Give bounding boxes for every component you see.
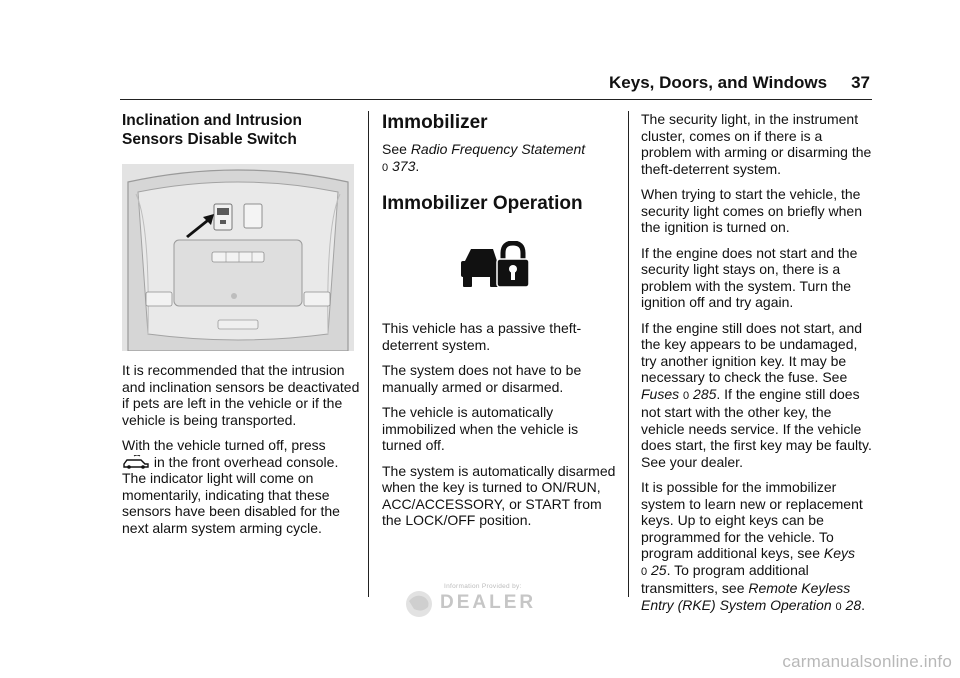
try-another-key-paragraph: If the engine still does not start, and the key appears to be undamaged, try another ignition key. It may be necessary to check the fuse. See Fuses 0 285. If the engine still does not start with the other key, the vehicle needs service. If the vehicle does start, the first key may be faulty. See your dealer. xyxy=(641,319,872,470)
page-ref-arrow-icon: 0 xyxy=(683,389,690,402)
immobilizer-operation-heading: Immobilizer Operation xyxy=(382,193,583,214)
site-watermark: carmanualsonline.info xyxy=(782,652,952,671)
keys-link[interactable]: Keys xyxy=(823,545,856,561)
page-number: 37 xyxy=(851,73,870,92)
section-title: Keys, Doors, and Windows xyxy=(609,73,828,92)
security-light-brief-paragraph: When trying to start the vehicle, the security light comes on briefly when the ignition is turned on. xyxy=(641,186,862,235)
see-label: See xyxy=(382,141,407,157)
fuses-link[interactable]: Fuses xyxy=(641,385,680,402)
intrusion-sensor-icon xyxy=(122,455,150,469)
rke-link[interactable]: Remote Keyless Entry (RKE) System Operation xyxy=(641,580,851,613)
watermark-caption: Information Provided by: xyxy=(444,583,522,590)
running-header xyxy=(609,73,870,93)
column-3 xyxy=(641,111,875,624)
radio-frequency-page[interactable]: 373 xyxy=(392,157,416,174)
passive-system-paragraph: This vehicle has a passive theft-deterrent system. xyxy=(382,320,582,353)
page-ref-arrow-icon: 0 xyxy=(382,161,389,174)
globe-icon xyxy=(404,589,434,619)
press-text-before: With the vehicle turned off, press xyxy=(122,437,326,453)
press-text-after: in the front overhead console. The indicator light will come on momentarily, indicating that these sensors have been disabled for the next alarm system arming cycle. xyxy=(122,453,340,536)
radio-frequency-link[interactable]: Radio Frequency Statement xyxy=(410,141,586,157)
security-light-paragraph: The security light, in the instrument cluster, comes on if there is a problem with arming or disarming the theft-deterrent system. xyxy=(641,111,872,177)
auto-disarmed-paragraph: The system is automatically disarmed when the key is turned to ON/RUN, ACC/ACCESSORY, or START from the LOCK/OFF position. xyxy=(382,462,616,528)
rke-page[interactable]: 28 xyxy=(845,596,862,613)
fuses-page[interactable]: 285 xyxy=(693,385,717,402)
column-2 xyxy=(382,111,618,216)
overhead-console-illustration xyxy=(122,164,354,351)
engine-not-start-paragraph: If the engine does not start and the security light stays on, there is a problem with the system. Turn the ignition off and try again. xyxy=(641,244,858,310)
overhead-console-image xyxy=(122,164,354,351)
not-manually-armed-paragraph: The system does not have to be manually armed or disarmed. xyxy=(382,362,582,395)
header-rule xyxy=(120,99,872,100)
column-2-body xyxy=(382,320,618,538)
column-divider-1 xyxy=(368,111,369,597)
see-radio-frequency: See Radio Frequency Statement 0 373. xyxy=(382,141,618,176)
press-button-paragraph xyxy=(122,437,360,536)
keys-page[interactable]: 25 xyxy=(651,561,667,578)
watermark-dealer: DEALER xyxy=(440,592,537,613)
auto-immobilized-paragraph: The vehicle is automatically immobilized when the vehicle is turned off. xyxy=(382,404,579,453)
intrusion-paragraph: It is recommended that the intrusion and inclination sensors be deactivated if pets are left in the vehicle or if the vehicle is being transported. xyxy=(122,362,360,428)
section-heading-sensors-disable: Inclination and Intrusion Sensors Disable Switch xyxy=(122,112,302,148)
dealer-watermark xyxy=(404,583,550,619)
immobilizer-heading: Immobilizer xyxy=(382,112,488,133)
security-light-icon xyxy=(457,241,529,289)
program-keys-paragraph: It is possible for the immobilizer system to learn new or replacement keys. Up to eight keys can be programmed for the vehicle. To program additional keys, see Keys 0 25. To program additional transmitters, see Remote Keyless Entry (RKE) System Operation 0 28. xyxy=(641,479,875,615)
page-ref-arrow-icon: 0 xyxy=(641,565,648,578)
page-ref-arrow-icon: 0 xyxy=(835,600,842,613)
column-divider-2 xyxy=(628,111,629,597)
column-1-body xyxy=(122,362,360,545)
column-1 xyxy=(122,111,358,161)
